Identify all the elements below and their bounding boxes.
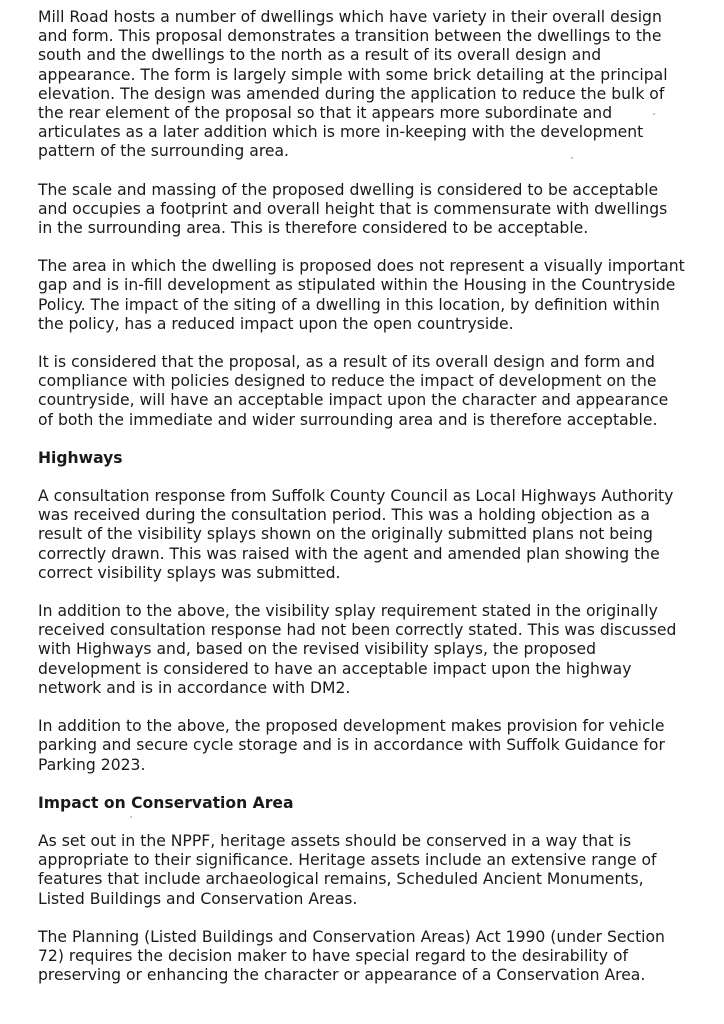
heading-highways: Highways — [38, 448, 123, 467]
paragraph-parking: In addition to the above, the proposed development makes provision for vehicle parking and secure cycle storage and is in accordance with Suffolk Guidance for Parking 2023. — [38, 717, 665, 774]
paragraph-planning-act: The Planning (Listed Buildings and Conservation Areas) Act 1990 (under Section 72) requires the decision maker to have special regard to the desirability of preserving or enhancing the character or appearance of a Conservation Area. — [38, 927, 665, 985]
document-page — [38, 8, 686, 1004]
scan-speck — [653, 113, 655, 115]
scan-speck — [130, 816, 132, 818]
paragraph-scale-massing: The scale and massing of the proposed dwelling is considered to be acceptable and occupies a footprint and overall height that is commensurate with dwellings in the surrounding area. This is therefore considered to be acceptable. — [38, 180, 668, 238]
heading-conservation-area: Impact on Conservation Area — [38, 793, 294, 812]
paragraph-highways-consultation: A consultation response from Suffolk County Council as Local Highways Authority was received during the consultation period. This was a holding objection as a result of the visibility splays shown on the originally submitted plans not being correctly drawn. This was raised with the agent and amended plan showing the correct visibility splays was submitted. — [38, 487, 674, 582]
scan-speck — [571, 157, 573, 159]
paragraph-design-form: Mill Road hosts a number of dwellings which have variety in their overall design and form. This proposal demonstrates a transition between the dwellings to the south and the dwellings to the north as a result of its overall design and appearance. The form is largely simple with some brick detailing at the principal elevation. The design was amended during the application to reduce the bulk of the rear element of the proposal so that it appears more subordinate and articulates as a later addition which is more in-keeping with the development pattern of the surrounding area. — [38, 8, 668, 161]
paragraph-character-conclusion: It is considered that the proposal, as a result of its overall design and form and compliance with policies designed to reduce the impact of development on the countryside, will have an acceptable impact upon the character and appearance of both the immediate and wider surrounding area and is therefore acceptable. — [38, 353, 669, 429]
paragraph-visibility-splay: In addition to the above, the visibility splay requirement stated in the originally received consultation response had not been correctly stated. This was discussed with Highways and, based on the revised visibility splays, the proposed development is considered to have an acceptable impact upon the highway network and is in accordance with DM2. — [38, 602, 677, 697]
paragraph-heritage-assets: As set out in the NPPF, heritage assets should be conserved in a way that is appropriate to their significance. Heritage assets include an extensive range of features that include archaeological remains, Scheduled Ancient Monuments, Listed Buildings and Conservation Areas. — [38, 831, 657, 908]
paragraph-infill: The area in which the dwelling is proposed does not represent a visually important gap and is in-fill development as stipulated within the Housing in the Countryside Policy. The impact of the siting of a dwelling in this location, by definition within the policy, has a reduced impact upon the open countryside. — [38, 257, 685, 333]
